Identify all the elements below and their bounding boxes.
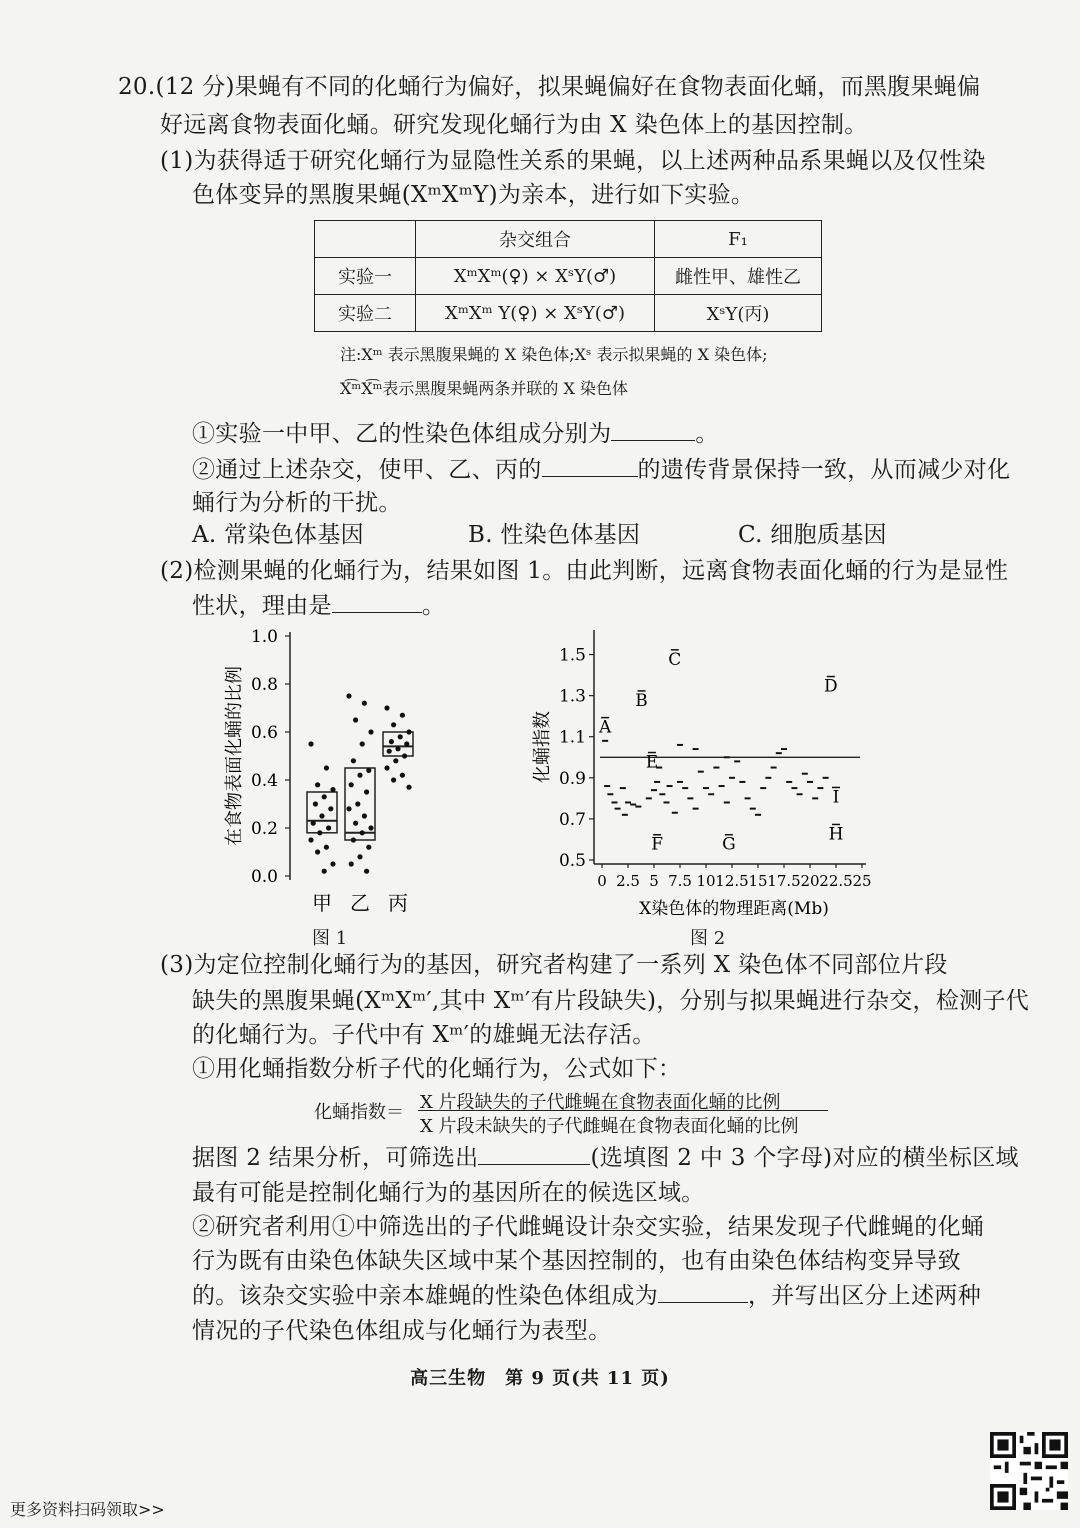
part1-line-1: (1)为获得适于研究化蛹行为显隐性关系的果蝇，以上述两种品系果蝇以及仅性染 [160, 148, 986, 174]
x-tick-label: 12.5 [715, 872, 749, 890]
part3-q2-line-1: ②研究者利用①中筛选出的子代雌蝇设计杂交实验，结果发现子代雌蝇的化蛹 [192, 1214, 985, 1240]
answer-blank[interactable] [542, 454, 638, 477]
option-a: A. 常染色体基因 [192, 522, 364, 548]
data-point [391, 722, 396, 727]
formula-fraction-bar [418, 1110, 828, 1111]
data-point [322, 869, 327, 874]
data-point [324, 845, 329, 850]
table-header-f1: F₁ [655, 221, 822, 258]
figure-2-scatter [528, 620, 888, 920]
option-b: B. 性染色体基因 [468, 522, 641, 548]
y-tick-label: 0.7 [558, 809, 586, 830]
data-point [330, 861, 335, 866]
part1-q1 [192, 418, 719, 449]
x-tick-label: 7.5 [668, 872, 692, 890]
data-point [326, 825, 331, 830]
data-point [353, 821, 358, 826]
data-point [319, 813, 324, 818]
data-point [362, 813, 367, 818]
data-point [395, 746, 400, 751]
part1-q2-line-2: 蛹行为分析的干扰。 [192, 490, 402, 516]
data-point [315, 849, 320, 854]
x-tick-label: 15 [748, 872, 768, 890]
data-point [393, 758, 398, 763]
x-axis-label: X染色体的物理距离(Mb) [639, 899, 829, 919]
data-point [308, 741, 313, 746]
table-note-2: X͡ᵐX͡ᵐ表示黑腹果蝇两条并联的 X 染色体 [340, 379, 628, 398]
table-cell-f1: 雌性甲、雄性乙 [655, 258, 822, 295]
region-label-I: I [832, 787, 840, 808]
y-tick-label: 0.2 [250, 819, 278, 839]
part1-q2-text-a: ②通过上述杂交，使甲、乙、丙的 [192, 457, 542, 483]
part3-q1-line-2: 最有可能是控制化蛹行为的基因所在的候选区域。 [192, 1180, 705, 1206]
data-point [406, 785, 411, 790]
table-cell-cross: XᵐXᵐ(♀) × XˢY(♂) [416, 258, 655, 295]
table-note-1: 注:Xᵐ 表示黑腹果蝇的 X 染色体;Xˢ 表示拟果蝇的 X 染色体; [340, 345, 768, 364]
y-tick-label: 0.5 [558, 851, 586, 871]
data-point [387, 749, 392, 754]
data-point [366, 768, 371, 773]
y-tick-label: 1.0 [250, 627, 278, 647]
x-category-label: 乙 [350, 891, 370, 915]
data-point [362, 701, 367, 706]
y-tick-label: 1.5 [558, 645, 586, 666]
data-point [349, 861, 354, 866]
table-header-empty [315, 221, 416, 258]
data-point [406, 729, 411, 734]
part3-line-2: 缺失的黑腹果蝇(XᵐXᵐ′,其中 Xᵐ′有片段缺失)，分别与拟果蝇进行杂交，检测子代 [192, 988, 1030, 1014]
x-tick-label: 25 [852, 872, 872, 890]
data-point [366, 845, 371, 850]
formula-numerator: X 片段缺失的子代雌蝇在食物表面化蛹的比例 [420, 1092, 781, 1113]
part3-q2-text-a: 的。该杂交实验中亲本雄蝇的性染色体组成为 [192, 1283, 658, 1309]
data-point [360, 741, 365, 746]
option-c: C. 细胞质基因 [738, 522, 887, 548]
data-point [313, 801, 318, 806]
figure-1-boxplot [220, 620, 430, 920]
data-point [328, 806, 333, 811]
y-axis-label: 在食物表面化蛹的比例 [224, 666, 245, 846]
data-point [364, 869, 369, 874]
part1-line-2: 色体变异的黑腹果蝇(XᵐXᵐY)为亲本，进行如下实验。 [192, 182, 755, 208]
y-tick-label: 1.3 [558, 686, 586, 707]
data-point [368, 825, 373, 830]
x-tick-label: 0 [597, 872, 607, 890]
part1-q2-text-b: 的遗传背景保持一致，从而减少对化 [637, 457, 1011, 483]
formula-label: 化蛹指数＝ [314, 1102, 404, 1123]
region-label-E: E [645, 752, 659, 773]
data-point [351, 837, 356, 842]
region-label-G: G [722, 834, 736, 855]
figure-1-caption: 图 1 [312, 928, 348, 949]
y-tick-label: 0.6 [250, 723, 278, 743]
x-category-label: 甲 [312, 891, 332, 915]
part3-q1-text-b: (选填图 2 中 3 个字母)对应的横坐标区域 [590, 1145, 1019, 1171]
answer-blank[interactable] [478, 1142, 590, 1165]
table-row [315, 258, 822, 295]
y-axis-label: 化蛹指数 [532, 711, 553, 783]
data-point [400, 713, 405, 718]
part3-line-1: (3)为定位控制化蛹行为的基因，研究者构建了一系列 X 染色体不同部位片段 [160, 952, 948, 978]
data-point [317, 830, 322, 835]
data-point [346, 806, 351, 811]
x-tick-label: 22.5 [819, 872, 853, 890]
part3-line-3: 的化蛹行为。子代中有 Xᵐ′的雄蝇无法存活。 [192, 1022, 656, 1048]
part1-q2 [192, 454, 1010, 485]
page-footer: 高三生物 第 9 页(共 11 页) [410, 1368, 670, 1389]
part3-q2-line-4: 情况的子代染色体组成与化蛹行为表型。 [192, 1318, 612, 1344]
bottom-promo-text[interactable]: 更多资料扫码领取>> [10, 1500, 165, 1519]
data-point [368, 729, 373, 734]
data-point [389, 739, 394, 744]
question-line-2: 好远离食物表面化蛹。研究发现化蛹行为由 X 染色体上的基因控制。 [160, 112, 868, 138]
answer-blank[interactable] [658, 1280, 748, 1303]
y-tick-label: 0.9 [558, 768, 586, 789]
x-tick-label: 20 [800, 872, 820, 890]
data-point [384, 765, 389, 770]
part2-line-2 [192, 590, 445, 621]
part3-q2-text-b: ，并写出区分上述两种 [748, 1283, 981, 1309]
part1-q1-end: 。 [695, 421, 719, 447]
table-header-row [315, 221, 822, 258]
data-point [349, 782, 354, 787]
part2-line-1: (2)检测果蝇的化蛹行为，结果如图 1。由此判断，远离食物表面化蛹的行为是显性 [160, 558, 1009, 584]
part3-q1-intro: ①用化蛹指数分析子代的化蛹行为，公式如下： [192, 1056, 682, 1082]
region-label-A: A [598, 717, 612, 738]
data-point [404, 741, 409, 746]
data-point [384, 705, 389, 710]
data-point [355, 801, 360, 806]
data-point [324, 765, 329, 770]
data-point [364, 789, 369, 794]
data-point [398, 734, 403, 739]
table-cell-name: 实验二 [315, 295, 416, 332]
question-line-1: 20.(12 分)果蝇有不同的化蛹行为偏好，拟果蝇偏好在食物表面化蛹，而黑腹果蝇偏 [118, 74, 981, 100]
cross-table [314, 220, 822, 332]
x-tick-label: 17.5 [767, 872, 801, 890]
data-point [353, 717, 358, 722]
formula-denominator: X 片段未缺失的子代雌蝇在食物表面化蛹的比例 [420, 1116, 799, 1137]
answer-blank[interactable] [611, 418, 695, 441]
data-point [360, 830, 365, 835]
data-point [315, 782, 320, 787]
answer-blank[interactable] [332, 590, 422, 613]
region-label-F: F [651, 834, 664, 855]
part2-end: 。 [421, 593, 446, 619]
region-label-H: H [828, 824, 844, 845]
part3-q1-text-a: 据图 2 结果分析，可筛选出 [192, 1145, 479, 1171]
x-tick-label: 10 [696, 872, 716, 890]
part3-q1 [192, 1142, 1019, 1173]
part3-q2-line-2: 行为既有由染色体缺失区域中某个基因控制的，也有由染色体结构变异导致 [192, 1248, 961, 1274]
data-point [308, 837, 313, 842]
data-point [311, 821, 316, 826]
data-point [351, 758, 356, 763]
figure-2-caption: 图 2 [690, 928, 726, 949]
data-point [330, 787, 335, 792]
data-point [400, 773, 405, 778]
table-cell-cross: XᵐXᵐ Y(♀) × XˢY(♂) [416, 295, 655, 332]
data-point [357, 773, 362, 778]
x-category-label: 丙 [388, 891, 408, 915]
part3-q2-line-3 [192, 1280, 981, 1311]
y-tick-label: 0.0 [250, 867, 278, 887]
data-point [346, 693, 351, 698]
data-point [402, 753, 407, 758]
table-cell-name: 实验一 [315, 258, 416, 295]
part2-text: 性状，理由是 [192, 593, 332, 619]
y-tick-label: 1.1 [558, 727, 586, 748]
x-tick-label: 5 [649, 872, 659, 890]
data-point [391, 777, 396, 782]
y-tick-label: 0.8 [250, 675, 278, 695]
region-label-C: C [668, 649, 682, 670]
data-point [322, 794, 327, 799]
region-label-B: B [635, 690, 648, 711]
x-tick-label: 2.5 [616, 872, 640, 890]
table-row [315, 295, 822, 332]
table-header-cross: 杂交组合 [416, 221, 655, 258]
region-label-D: D [823, 676, 838, 697]
y-tick-label: 0.4 [250, 771, 278, 791]
part1-q1-text: ①实验一中甲、乙的性染色体组成分别为 [192, 421, 612, 447]
data-point [357, 854, 362, 859]
table-cell-f1: XˢY(丙) [655, 295, 822, 332]
qr-code-icon[interactable] [990, 1432, 1068, 1510]
